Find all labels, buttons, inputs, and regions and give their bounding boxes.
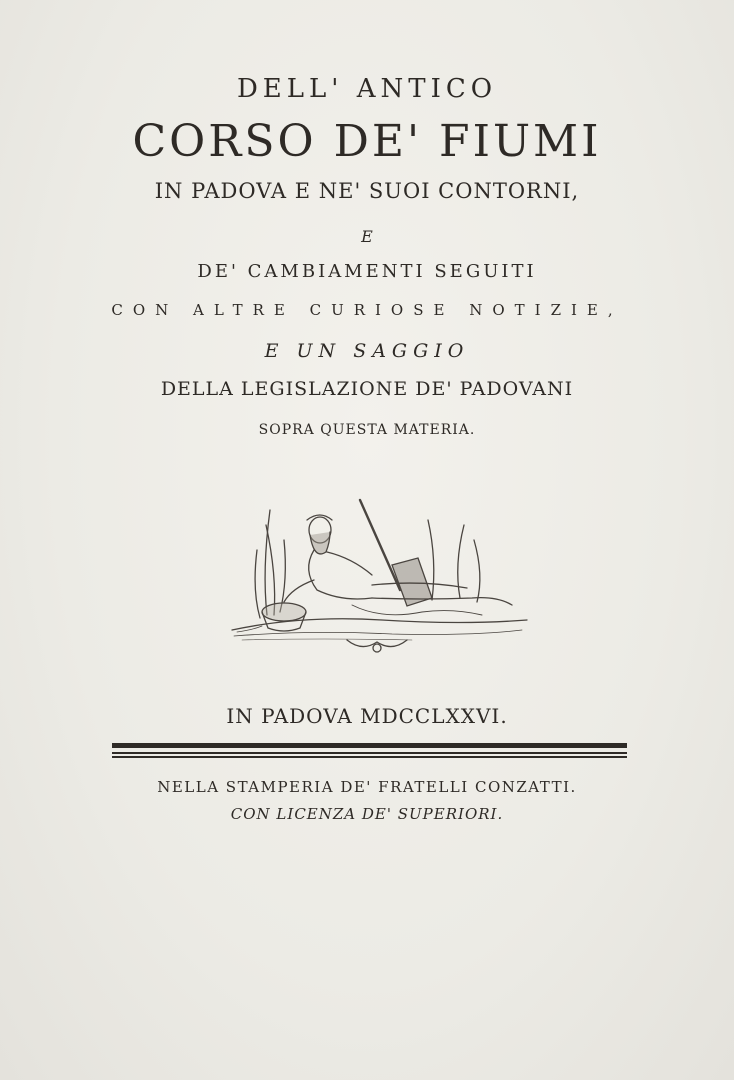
river-god-engraving-icon bbox=[222, 480, 534, 670]
place-and-date: IN PADOVA MDCCLXXVI. bbox=[226, 704, 508, 728]
title-line-7: E UN SAGGIO bbox=[264, 340, 470, 362]
title-line-8: DELLA LEGISLAZIONE DE' PADOVANI bbox=[160, 378, 574, 400]
title-line-5: DE' CAMBIAMENTI SEGUITI bbox=[197, 261, 537, 282]
license-line: CON LICENZA DE' SUPERIORI. bbox=[230, 805, 504, 823]
main-title: CORSO DE' FIUMI bbox=[132, 116, 602, 167]
title-line-9: SOPRA QUESTA MATERIA. bbox=[258, 422, 476, 438]
title-line-3: IN PADOVA E NE' SUOI CONTORNI, bbox=[154, 179, 580, 203]
printer-line: NELLA STAMPERIA DE' FRATELLI CONZATTI. bbox=[157, 778, 577, 796]
title-line-6: CON ALTRE CURIOSE NOTIZIE, bbox=[111, 301, 623, 319]
title-line-1: DELL' ANTICO bbox=[236, 74, 498, 104]
title-line-4: E bbox=[361, 227, 373, 246]
double-rule-divider bbox=[112, 739, 627, 765]
